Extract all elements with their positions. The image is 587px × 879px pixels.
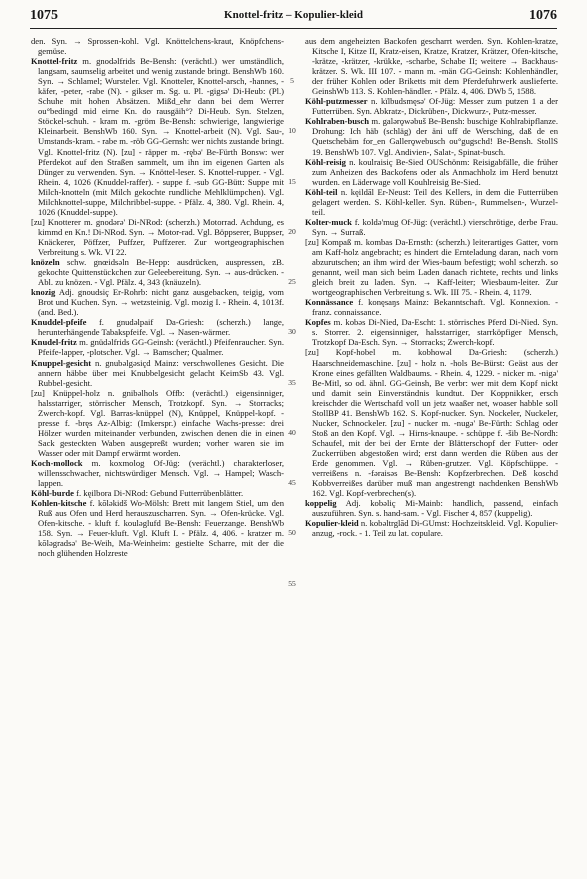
entry-text: [zu] Kompaß m. kombas Da-Ernsth: (scherzh.) leiterartiges Gatter, vorn am Kaff-holz angebracht; es hindert die Ernteladung daran, nach vorn abzurutschen; an ihm wird der Wies-baum befestigt; wohl scherzh. so genannt, weil man sich beim Laden danach richtete, rechts und links gleich breit zu laden. Syn. → Kaff-leiter; Wiesbaum-leiter. Zur wortgeographischen Verbreitung s. Wk. III 75. - Rhein. 4, 1179. [305,236,558,298]
text-column-left [31,36,284,866]
entry-text: m. gnodəlfrids Be-Bensh: (verächtl.) wer umständlich, langsam, saumselig arbeitet und wenig zustande bringt. BenshWb 160. Syn. → Schlamel; Wursteler. Vgl. Knotteler, Knottel-arsch, -hannes, -käfer, -peter, -rabe (N). - gikser m. Sg. u. Pl. -gigsə' Di-Heub: (Pl.) Schuhe mit hohen Absätzen. Mißd_ehr dann bei dem Werrer ou°bedingd mid eirne Kn. do rausgäih°? Di-Heub. Syn. Stelzen, Stöckel-schuh. - kram m. -gröm Be-Bensh: schwierige, langwierige Kleinarbeit. BenshWb 160. Syn. → Knottel-arbeit (N). Vgl. Sau-, Umstands-kram. - rabe m. -röb GG-Gernsh: wer nichts zustande bringt. Vgl. Knottel-fritz (N). [zu] - räpper m. -rębə' Be-Fürth Bonsw: wer Pferdekot auf den Straßen sammelt, um ihn im eigenen Garten als Dünger zu verwenden. Syn. → Knöttel-leser. S. Knottel-rupper. - Vgl. Rhein. 4, 1026 (Knuddel-raffer). - suppe f. -sub GG-Bütt: Suppe mit Milch-knotteln (mit Milch gekochte rundliche Mehlklümpchen). Vgl. Milchknottel-suppe, Milchribbel-suppe. - Pfälz. 4, 380. Vgl. Rhein. 4, 1026 (Knuddel-suppe). [38,56,284,217]
dictionary-entry [305,36,558,96]
headword: Kohlen-kitsche [31,498,87,509]
dictionary-entry [31,257,284,287]
running-head: Knottel-fritz – Kopulier-kleid [224,9,363,21]
dictionary-entry [305,498,558,518]
headword: Köhl-teil [305,186,338,197]
headword: Kopfes [305,317,331,328]
headword: Köhl-reisig [305,156,346,167]
line-number: 35 [288,377,296,387]
text-column-right [305,36,558,866]
entry-text: m. kobəs Di-Nied, Da-Escht: 1. störrisches Pferd Di-Nied. Syn. s. Storrer. 2. eigensinniger, halsstarriger, starrköpfiger Mensch, Trotzkopf Da-Esch. Syn. → Storracks; Zwerch-kopf. [312,317,558,348]
headword: Knuppel-gesicht [31,357,92,368]
line-number: 50 [288,528,296,538]
entry-text: Adj. kobəliç Mi-Mainb: handlich, passend, einfach auszuführen. Syn. s. hand-sam. - Vgl. Fischer 4, 857 (kuppelig). [312,498,558,519]
entry-text: f. kōləkidš Wo-Mölsh: Brett mit langem Stiel, um den Ruß aus Ofen und Herd herauszuscharren. Syn. → Ofen-krücke. Vgl. Ofen-kitsche. - kluft f. koulǝglufd Be-Bensh: Feuerzange. BenshWb 158. Syn. → Feuer-kluft. Vgl. Kluft I. - Pfälz. 4, 406. - kratzer m. kōlǝgradsǝ' Be-Weih, Ma-Weinheim: gestielte Scharre, mit der die noch glühenden Holzreste [38,498,284,559]
headword: Koch-mollock [31,457,83,468]
line-number: 55 [288,578,296,588]
dictionary-entry [305,347,558,498]
line-number: 30 [288,327,296,337]
line-number: 15 [288,176,296,186]
entry-text: f. gnudəlpaif Da-Griesh: (scherzh.) lange, herunterhängende Tabakspfeife. Vgl. → Nasen-wärmer. [38,317,284,338]
entry-text: n. gnubəlgəsiçd Mainz: verschwollenes Gesicht. Die annern häbbe über mei Knubbelgesicht gelacht KeimSb 43. Vgl. Rubbel-gesicht. [38,357,284,388]
dictionary-entry [305,217,558,237]
dictionary-entry [305,116,558,156]
headword: Kopulier-kleid [305,518,359,529]
entry-text: n. kïlbudsmęsə' Of-Jüg: Messer zum putzen 1 a der Futterrüben. Syn. Abkratz-, Dickrüben-, Dickwurz-, Putz-messer. [312,96,558,117]
entry-text: f. kęilbora Di-NRod: Gebund Futterrübenblätter. [73,488,244,499]
entry-text: schw. gnœidsəln Be-Hepp: ausdrücken, auspressen, zB. gekochte Quittenstückchen zur Geleebereitung. Syn. → aus-drücken. - Abl. zu knözen. - Vgl. Pfälz. 4, 343 (knäuzeln). [38,257,284,288]
headword: Knudel-fritz [31,337,77,348]
entry-text: n. kobəltrglād Di-GUmst: Hochzeitskleid. Vgl. Kopulier-anzug, -rock. - 1. Teil zu lat. copulare. [312,518,558,539]
entry-text: Adj. gnoudsiç Er-Rohrb: nicht ganz ausgebacken, teigig, vom Brot und Kuchen. Syn. → wetzsteinig. Vgl. mozig I. - Rhein. 4, 1013f. (and. Bed.). [38,287,284,318]
dictionary-entry [31,217,284,257]
page-header [30,6,557,29]
dictionary-entry [305,297,558,317]
line-number: 25 [288,277,296,287]
dictionary-entry [305,96,558,116]
headword: Kolter-muck [305,216,352,227]
headword: Kohlraben-busch [305,116,369,127]
entry-text: m. koxmolog Of-Jüg: (verächtl.) charakterloser, willensschwacher, nichtswürdiger Mensch. Vgl. → Hampel; Wasch-lappen. [38,457,284,489]
dictionary-entry [305,317,558,347]
headword: Konnässance [305,297,354,308]
dictionary-entry [31,36,284,56]
headword: Köhl-burde [31,488,74,499]
entry-text: m. gnüdəlfrids GG-Geinsh: (verächtl.) Pfeifenraucher. Syn. Pfeife-lapper, -plotscher. Vgl. → Bamscher; Qualmer. [38,337,284,358]
entry-text: f. koldə'mug Of-Jüg: (verächtl.) vierschrötige, derbe Frau. Syn. → Surraß. [312,216,558,237]
dictionary-entry [31,388,284,458]
page-number-left: 1075 [30,8,58,23]
entry-text: den. Syn. → Sprossen-kohl. Vgl. Knöttelchens-kraut, Knöpfchens-gemüse. [31,36,284,57]
line-number: 5 [290,76,294,86]
headword: Köhl-putzmesser [305,96,368,107]
line-number: 45 [288,478,296,488]
entry-text: aus dem angeheizten Backofen gescharrt werden. Syn. Kohlen-kratze, Kitsche I, Kitze II, Kratz-eisen, Kratze, Kratzer, Krätzer, Ofen-kitsche, -krätze, -krätzer, -krükke, -scharbe, Schabe II; weitere → Backhaus-krätzer. S. Wk. III 107. - mann m. -män GG-Geinsh: Kohlenhändler, der früher Kohlen oder Briketts mit dem Pferdefuhrwerk auslieferte. GeinshWb 113. S. Kohlen-händler. - Pfälz. 4, 406. DWb 5, 1588. [305,36,558,97]
entry-text: f. konęsaŋs Mainz: Bekanntschaft. Vgl. Konnexion. - franz. connaissance. [312,297,558,318]
entry-text: [zu] Kopf-hobel m. kobhowəl Da-Griesh: (scherzh.) Haarschneidemaschine. [zu] - holz n. -hols Be-Bürst: Geäst aus der Krone eines gefällten Waldbaums. - Rhein. 4, 1229. - nicker m. -nigə' Be-Mitl, so od. ähnl. GG-Geinsh, Be verbr: wer mit dem Kopf nickt und damit sein Einverständnis kundtut. Der Koppnikker, ersch kreischder die Wertschafd voll un jetz waaßer net, woaser habble soll StollBP 41. BenshWb 162. S. Kopf-nucker. Syn. Nockeler, Nuckeler, Nucker, Schnockeler. [zu] - nucker m. -nugə' Be-Fürth: Schlag oder Stoß an den Kopf. Vgl. → Hirns-knaupe. - schüppe f. -šib Be-Nordh: Schaufel, mit der bei der Ernte der Blätterschopf der Futter- oder Zuckerrüben abgestoßen wird; erst dann werden die Rüben aus der Erde genommen. Vgl. → Rüben-grutzer. Vgl. Köpfschüppe. - verreißens n. -fəraisəs Be-Bensh: Kopfzerbrechen. Deß koschd Kobbverreißes darüber muß man angestrengt nachdenken BenshWb 162. Vgl. Kopf-verbrechen(s). [305,347,558,499]
entry-text: n. koulraisiç Be-Sied OUSchönm: Reisigabfälle, die früher zum Anheizen des Backofens oder als Anmachholz im Herd benutzt wurden. en Läderwage voll Kouhlreisig Be-Sied. [312,156,558,187]
dictionary-entry [31,358,284,388]
dictionary-entry [31,56,284,217]
entry-text: m. galərǫwəbuš Be-Bensh: buschige Kohlrabipflanze. Drohung: Ich häb (schläg) der äni uff de Wersching, daß de en Quetschebäm for_en Gallerǫwebusch ou°gugschd! Be-Bensh. StollS 19. BenshWb 107. Vgl. Andivien-, Salat-, Spinat-busch. [312,116,558,157]
line-number: 40 [288,427,296,437]
headword: knözeln [31,257,60,268]
dictionary-entry [305,187,558,217]
line-number: 10 [288,126,296,136]
entry-text: [zu] Knüppel-holz n. gnibəlhols Offb: (verächtl.) eigensinniger, halsstarriger, störrischer Mensch, Trotzkopf. Syn. → Storracks; Zwerch-kopf. Vgl. Barras-knüppel (N), Knüppel, Knüppel-kopf. - presse f. -bręs Az-Albig: (Imkerspr.) einfache Wachs-presse: drei Hölzer wurden miteinander verbunden, zwischen denen die in einen Sack gesteckten Waben ausgepreßt wurden; vorher waren sie im Wasser oder mit Dampf erwärmt worden. [31,387,284,458]
dictionary-entry [305,237,558,297]
dictionary-entry [31,317,284,337]
dictionary-entry [305,157,558,187]
entry-text: [zu] Knotterer m. gnodərə' Di-NRod: (scherzh.) Motorrad. Achdung, es kimmd en Kn.! Di-NRod. Syn. → Motor-rad. Vgl. Böppserer, Buppser, Knäckerer, Pöffzer, Puffzer, Puffzerer. Zur wortgeographischen Verbreitung s. Wk. VI 22. [31,216,284,257]
headword: koppelig [305,498,337,509]
headword: Knuddel-pfeife [31,317,87,328]
dictionary-entry [31,337,284,357]
page-number-right: 1076 [529,8,557,23]
dictionary-entry [31,287,284,317]
line-number: 20 [288,226,296,236]
entry-text: n. kęildāl Er-Neust: Teil des Kellers, in dem die Futterrüben gelagert werden. S. Köhl-keller. Syn. Rüben-, Rummelsen-, Wurzel-teil. [312,186,558,217]
headword: Knottel-fritz [31,56,78,67]
line-number-gutter [284,36,300,866]
dictionary-entry [305,518,558,538]
dictionary-entry [31,458,284,488]
dictionary-entry [31,498,284,558]
dictionary-entry [31,488,284,498]
headword: knozig [31,287,56,298]
